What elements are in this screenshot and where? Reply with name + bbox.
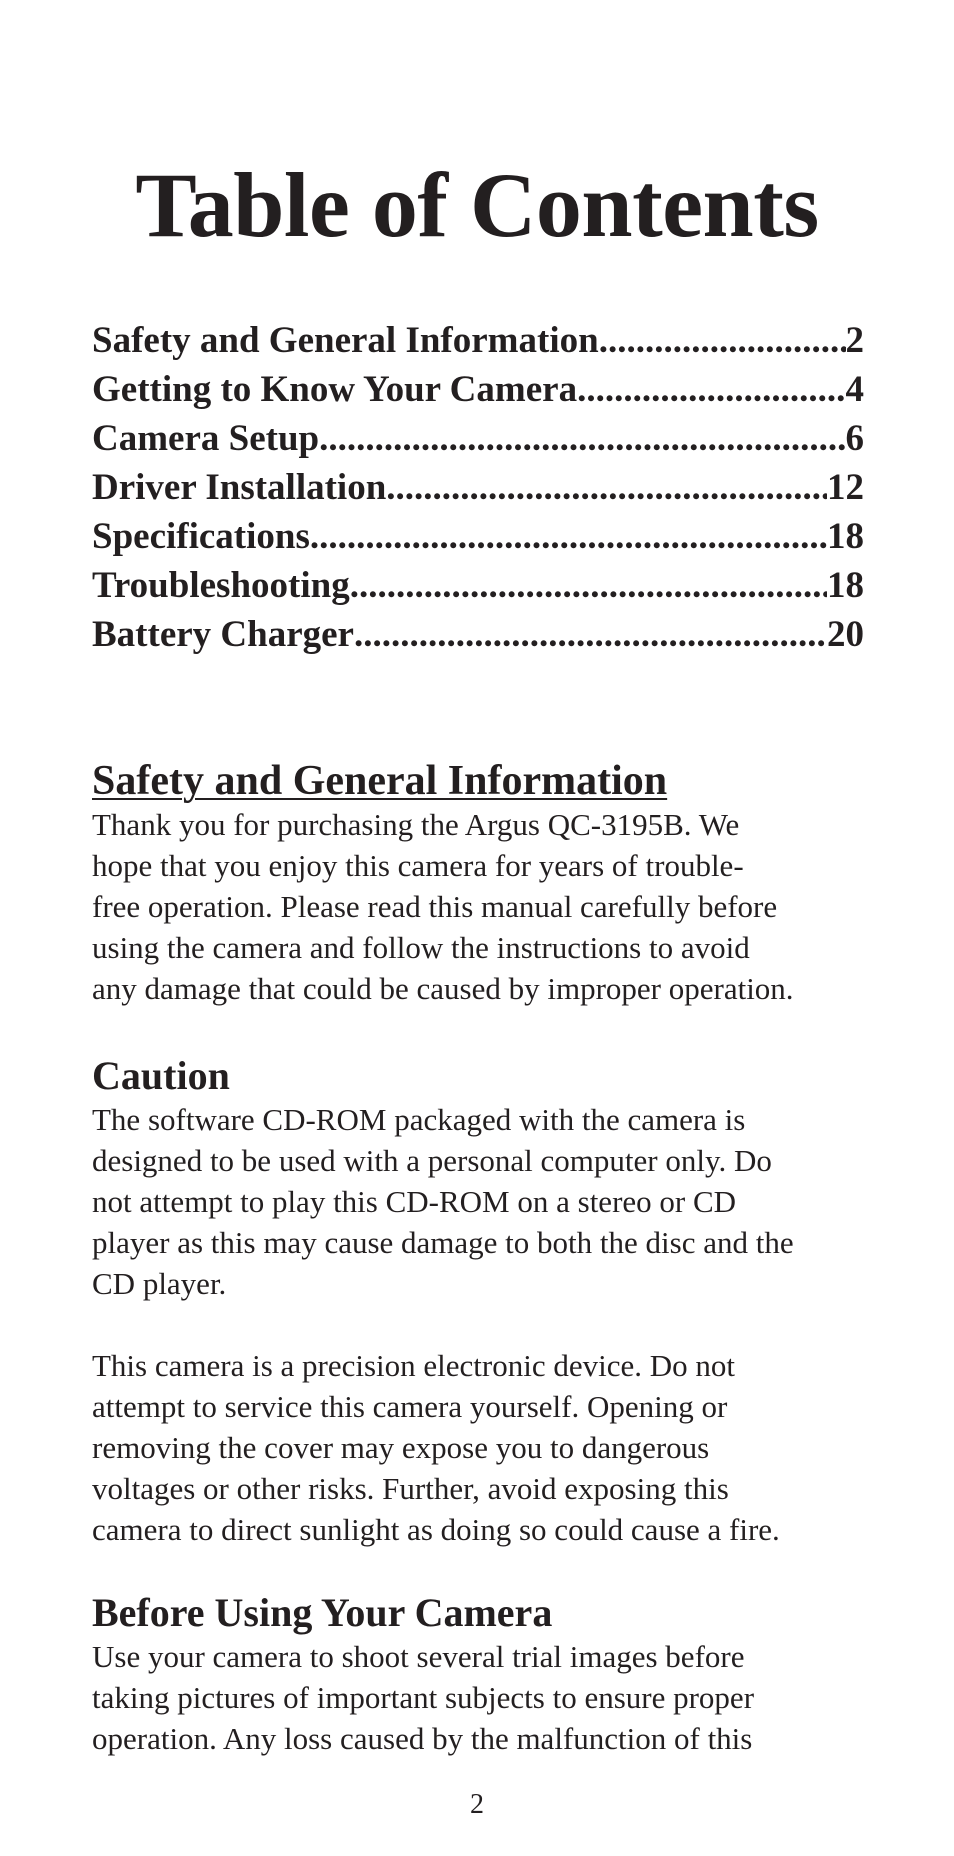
paragraph-line: taking pictures of important subjects to ensure proper: [92, 1680, 755, 1715]
toc-entry-camera-setup[interactable]: [92, 414, 864, 463]
toc-dot-leader: [599, 316, 846, 365]
toc-dot-leader: [577, 365, 845, 414]
paragraph-line: attempt to service this camera yourself. Opening or: [92, 1389, 728, 1424]
caution-paragraph-cdrom: [92, 1099, 872, 1304]
toc-entry-label: Driver Installation: [92, 467, 387, 508]
paragraph-line: using the camera and follow the instructions to avoid: [92, 930, 750, 965]
table-of-contents: [92, 316, 864, 659]
toc-entry-label: Camera Setup: [92, 418, 320, 459]
toc-entry-label: Specifications: [92, 516, 310, 557]
toc-entry-page: 18: [827, 565, 864, 606]
toc-entry-page: 2: [845, 320, 864, 361]
before-using-section: [92, 1590, 872, 1759]
toc-dot-leader: [350, 561, 827, 610]
caution-paragraph-device: [92, 1345, 872, 1550]
toc-entry-label: Troubleshooting: [92, 565, 350, 606]
paragraph-line: player as this may cause damage to both the disc and the: [92, 1225, 794, 1260]
toc-entry-page: 18: [827, 516, 864, 557]
toc-entry-page: 20: [827, 614, 864, 655]
safety-paragraph: [92, 804, 872, 1009]
paragraph-line: This camera is a precision electronic device. Do not: [92, 1348, 735, 1383]
safety-section: [92, 758, 872, 1009]
toc-entry-safety[interactable]: [92, 316, 864, 365]
paragraph-line: not attempt to play this CD-ROM on a stereo or CD: [92, 1184, 737, 1219]
paragraph-line: any damage that could be caused by improper operation.: [92, 971, 794, 1006]
paragraph-line: Use your camera to shoot several trial images before: [92, 1639, 745, 1674]
toc-dot-leader: [310, 512, 827, 561]
toc-entry-troubleshooting[interactable]: [92, 561, 864, 610]
paragraph-line: CD player.: [92, 1266, 227, 1301]
toc-dot-leader: [386, 463, 827, 512]
toc-entry-label: Getting to Know Your Camera: [92, 369, 578, 410]
page-number: 2: [470, 1789, 484, 1820]
caution-section: [92, 1053, 872, 1550]
paragraph-line: The software CD-ROM packaged with the camera is: [92, 1102, 746, 1137]
paragraph-line: operation. Any loss caused by the malfunction of this: [92, 1721, 753, 1756]
page-title: Table of Contents: [135, 154, 819, 256]
toc-entry-page: 12: [827, 467, 864, 508]
before-using-paragraph: [92, 1636, 872, 1759]
paragraph-line: voltages or other risks. Further, avoid exposing this: [92, 1471, 729, 1506]
paragraph-line: designed to be used with a personal computer only. Do: [92, 1143, 772, 1178]
paragraph-line: removing the cover may expose you to dangerous: [92, 1430, 710, 1465]
paragraph-line: Thank you for purchasing the Argus QC-3195B. We: [92, 807, 740, 842]
safety-heading: Safety and General Information: [92, 758, 668, 804]
before-using-heading: Before Using Your Camera: [92, 1590, 553, 1635]
toc-entry-label: Battery Charger: [92, 614, 354, 655]
toc-dot-leader: [354, 610, 827, 659]
toc-entry-specifications[interactable]: [92, 512, 864, 561]
paragraph-line: free operation. Please read this manual carefully before: [92, 889, 778, 924]
toc-entry-page: 6: [845, 418, 864, 459]
toc-entry-driver-installation[interactable]: [92, 463, 864, 512]
paragraph-line: hope that you enjoy this camera for years of trouble-: [92, 848, 744, 883]
toc-entry-battery-charger[interactable]: [92, 610, 864, 659]
toc-entry-label: Safety and General Information: [92, 320, 599, 361]
caution-heading: Caution: [92, 1053, 230, 1098]
paragraph-line: camera to direct sunlight as doing so could cause a fire.: [92, 1512, 780, 1547]
toc-entry-page: 4: [845, 369, 864, 410]
toc-dot-leader: [319, 414, 845, 463]
toc-entry-getting-to-know[interactable]: [92, 365, 864, 414]
